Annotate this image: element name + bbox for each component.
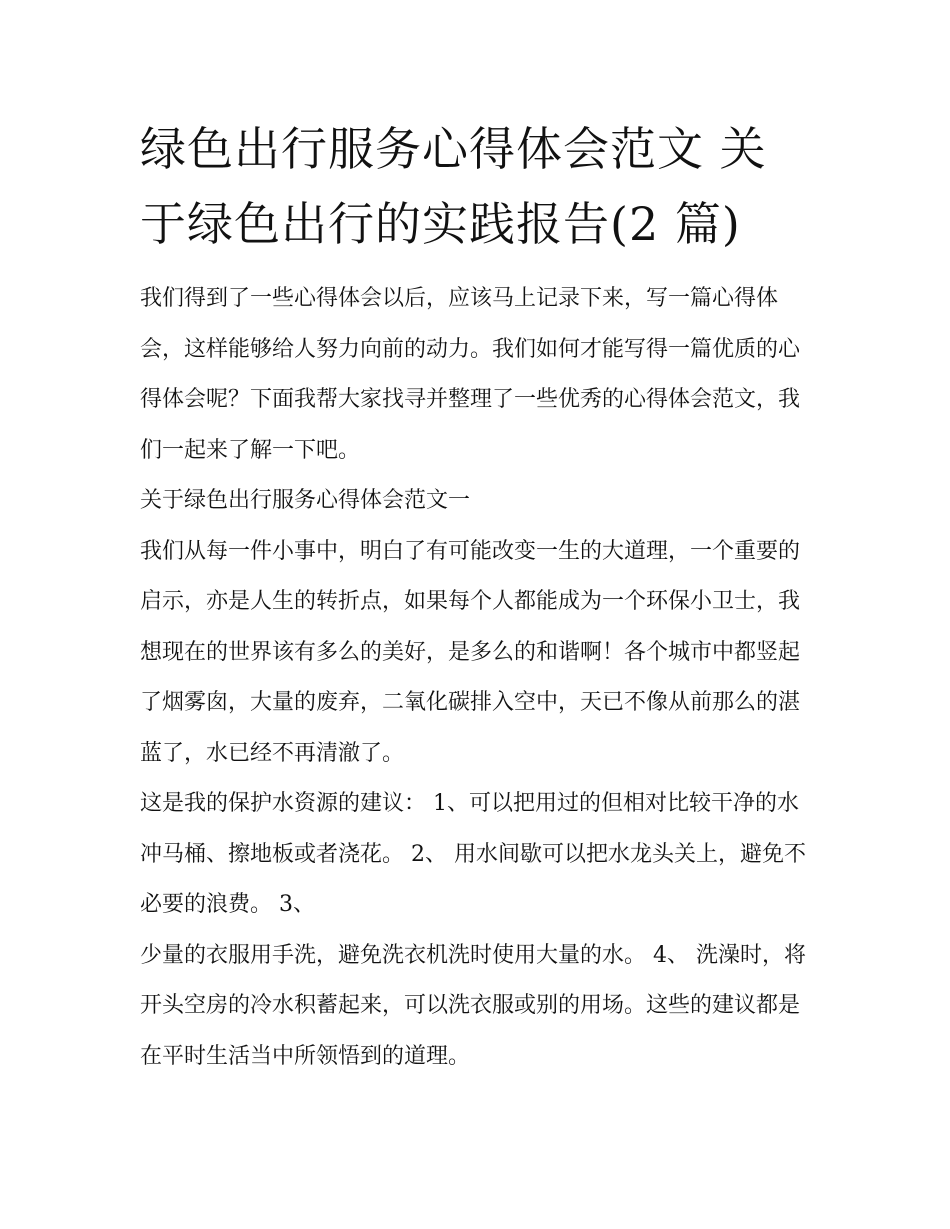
body-paragraph: 我们从每一件小事中，明白了有可能改变一生的大道理，一个重要的启示，亦是人生的转折点，如果每个人都能成为一个环保小卫士，我想现在的世界该有多么的美好，是多么的和谐啊！各个城市中都竖起了烟雾囱，大量的废弃，二氧化碳排入空中，天已不像从前那么的湛蓝了，水已经不再清澈了。 [140,538,801,766]
body-paragraph: 少量的衣服用手洗，避免洗衣机洗时使用大量的水。 4、 洗澡时，将开头空房的冷水积蓄起来，可以洗衣服或别的用场。这些的建议都是在平时生活当中所领悟到的道理。 [140,942,806,1069]
document-content [140,112,820,1082]
section-heading: 关于绿色出行服务心得体会范文一 [140,488,471,513]
document-title [140,112,815,262]
document-title-line-1: 绿色出行服务心得体会范文 关 [140,122,767,176]
document-body [140,274,820,1082]
document-title-line-2: 于绿色出行的实践报告(2 篇) [140,197,741,251]
intro-paragraph: 我们得到了一些心得体会以后，应该马上记录下来，写一篇心得体会，这样能够给人努力向前的动力。我们如何才能写得一篇优质的心得体会呢？下面我帮大家找寻并整理了一些优秀的心得体会范文，我们一起来了解一下吧。 [140,286,801,463]
body-paragraph: 这是我的保护水资源的建议： 1、可以把用过的但相对比较干净的水冲马桶、擦地板或者浇花。 2、 用水间歇可以把水龙头关上，避免不必要的浪费。 3、 [140,791,806,917]
